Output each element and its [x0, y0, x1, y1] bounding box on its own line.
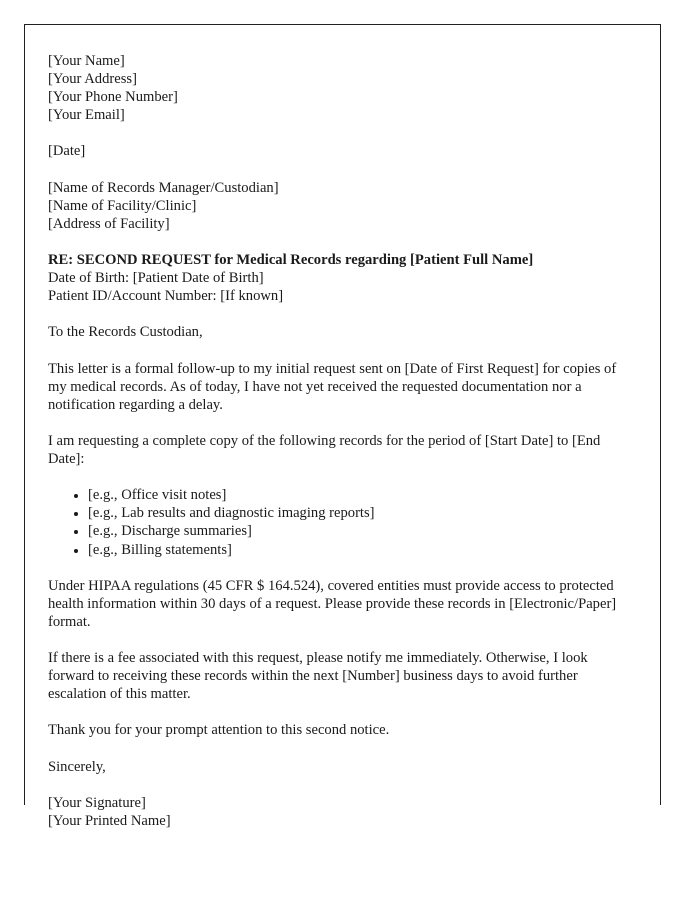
spacer — [48, 161, 640, 179]
closing: Sincerely, — [48, 758, 106, 775]
recipient-facility-name: [Name of Facility/Clinic] — [48, 197, 197, 214]
list-item: • [e.g., Lab results and diagnostic imaging reports] — [88, 504, 640, 522]
paragraph-hipaa: Under HIPAA regulations (45 CFR $ 164.524), covered entities must provide access to protected health information within 30 days of a request. Please provide these records in [Electronic/Paper] format. — [48, 577, 617, 630]
list-item: • [e.g., Office visit notes] — [88, 486, 640, 504]
spacer — [48, 342, 640, 360]
signature-block — [48, 794, 640, 830]
records-list — [48, 486, 640, 558]
paragraph-followup: This letter is a formal follow-up to my initial request sent on [Date of First Request] for copies of my medical records. As of today, I have not yet received the requested documentation nor a notification regarding a delay. — [48, 360, 617, 413]
signature-line: [Your Signature] — [48, 794, 146, 811]
list-item: • [e.g., Billing statements] — [88, 541, 640, 559]
sender-phone: [Your Phone Number] — [48, 89, 178, 106]
spacer — [48, 414, 640, 432]
salutation: To the Records Custodian, — [48, 324, 203, 341]
sender-email: [Your Email] — [48, 107, 125, 124]
subject-line: RE: SECOND REQUEST for Medical Records regarding [Patient Full Name] — [48, 252, 534, 269]
letter-page — [24, 24, 661, 829]
printed-name-line: [Your Printed Name] — [48, 812, 171, 829]
spacer — [48, 740, 640, 758]
spacer — [48, 559, 640, 577]
sender-address-block — [48, 52, 640, 124]
recipient-facility-address: [Address of Facility] — [48, 215, 170, 232]
paragraph-request: I am requesting a complete copy of the following records for the period of [Start Date] to [End Date]: — [48, 432, 601, 468]
sender-name: [Your Name] — [48, 53, 125, 69]
recipient-address-block — [48, 179, 640, 233]
spacer — [48, 124, 640, 142]
spacer — [48, 468, 640, 486]
recipient-custodian-name: [Name of Records Manager/Custodian] — [48, 179, 279, 196]
patient-date-of-birth: Date of Birth: [Patient Date of Birth] — [48, 270, 264, 287]
spacer — [48, 703, 640, 721]
date-block — [48, 142, 640, 160]
sender-address: [Your Address] — [48, 71, 137, 88]
spacer — [48, 233, 640, 251]
spacer — [48, 776, 640, 794]
letter-body — [25, 25, 660, 830]
paragraph-fee: If there is a fee associated with this request, please notify me immediately. Otherwise, I look forward to receiving these records within the next [Number] business days to avoid further escalation of this matter. — [48, 650, 588, 703]
subject-block — [48, 251, 640, 305]
paragraph-thanks: Thank you for your prompt attention to this second notice. — [48, 722, 390, 739]
list-item: • [e.g., Discharge summaries] — [88, 522, 640, 540]
letter-date: [Date] — [48, 143, 86, 160]
spacer — [48, 631, 640, 649]
spacer — [48, 305, 640, 323]
patient-id-account-number: Patient ID/Account Number: [If known] — [48, 288, 284, 305]
